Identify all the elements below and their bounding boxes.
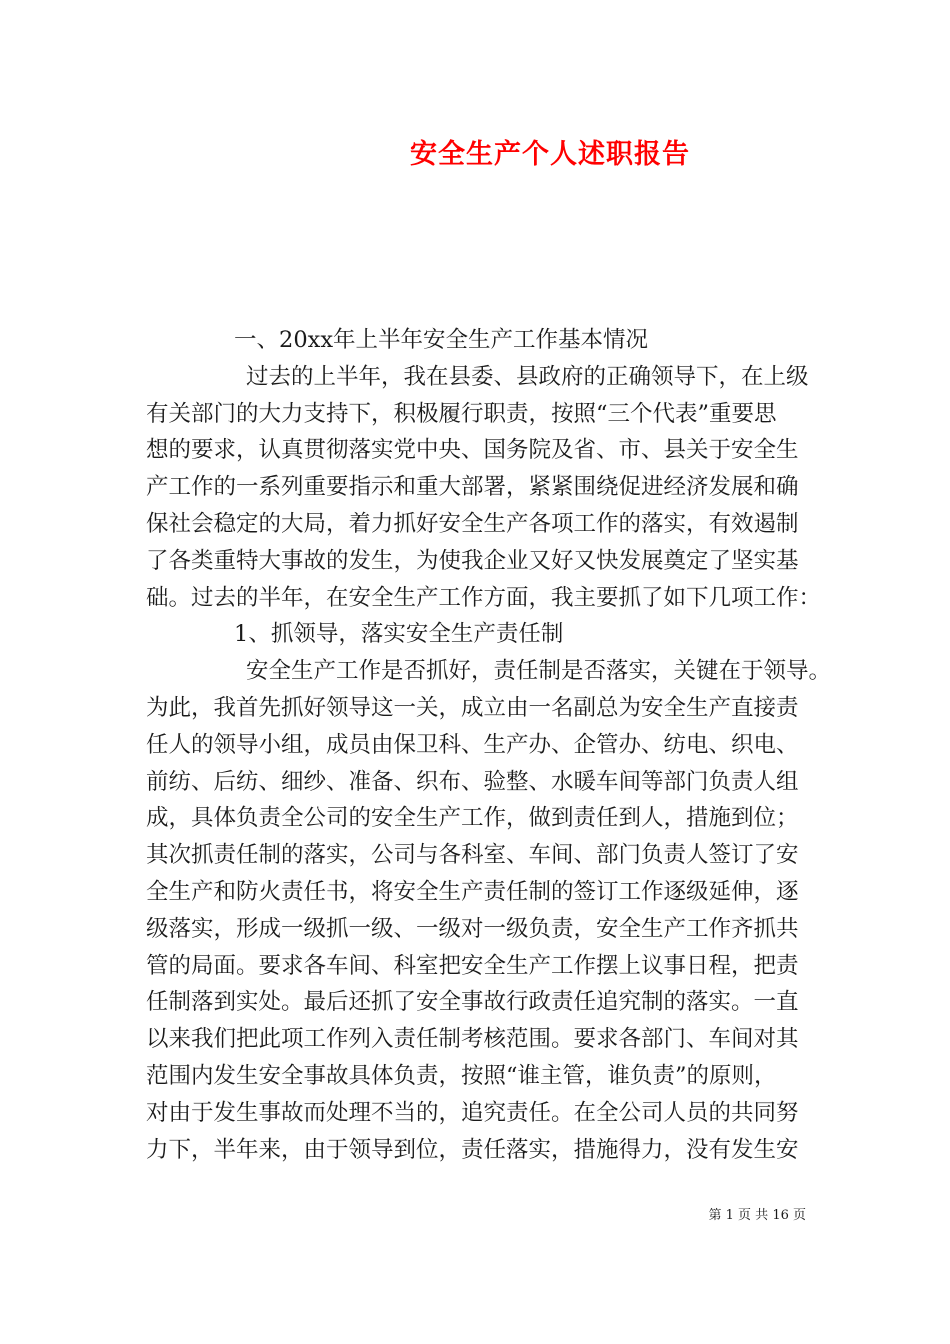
document-body <box>146 322 832 1168</box>
paragraph-line: 任制落到实处。最后还抓了安全事故行政责任追究制的落实。一直 <box>146 989 799 1016</box>
paragraph-line: 其次抓责任制的落实，公司与各科室、车间、部门负责人签订了安 <box>146 842 799 869</box>
section-heading: 一、20xx年上半年安全生产工作基本情况 <box>234 327 649 353</box>
paragraph-line: 管的局面。要求各车间、科室把安全生产工作摆上议事日程，把责 <box>146 952 799 979</box>
paragraph-line: 保社会稳定的大局，着力抓好安全生产各项工作的落实，有效遏制 <box>146 510 799 537</box>
paragraph-line: 产工作的一系列重要指示和重大部署，紧紧围绕促进经济发展和确 <box>146 474 799 501</box>
paragraph-line: 任人的领导小组，成员由保卫科、生产办、企管办、纺电、织电、 <box>146 731 799 758</box>
paragraph-line: 了各类重特大事故的发生，为使我企业又好又快发展奠定了坚实基 <box>146 547 799 574</box>
subsection-heading: 1、抓领导，落实安全生产责任制 <box>234 621 564 648</box>
paragraph-line: 以来我们把此项工作列入责任制考核范围。要求各部门、车间对其 <box>146 1026 799 1053</box>
paragraph-line: 础。过去的半年，在安全生产工作方面，我主要抓了如下几项工作： <box>146 584 822 611</box>
paragraph-line: 有关部门的大力支持下，积极履行职责，按照“三个代表”重要思 <box>146 400 777 427</box>
paragraph-line: 成，具体负责全公司的安全生产工作，做到责任到人，措施到位； <box>146 805 799 832</box>
page-number: 第 1 页 共 16 页 <box>708 1208 806 1223</box>
document-title: 安全生产个人述职报告 <box>410 139 690 170</box>
paragraph-line: 对由于发生事故而处理不当的，追究责任。在全公司人员的共同努 <box>146 1099 799 1126</box>
paragraph-line: 力下，半年来，由于领导到位，责任落实，措施得力，没有发生安 <box>146 1136 799 1163</box>
paragraph-line: 安全生产工作是否抓好，责任制是否落实，关键在于领导。 <box>246 658 832 685</box>
paragraph-line: 级落实，形成一级抓一级、一级对一级负责，安全生产工作齐抓共 <box>146 915 799 942</box>
paragraph-line: 全生产和防火责任书，将安全生产责任制的签订工作逐级延伸，逐 <box>146 878 799 905</box>
paragraph-line: 为此，我首先抓好领导这一关，成立由一名副总为安全生产直接责 <box>146 694 799 721</box>
paragraph-line: 范围内发生安全事故具体负责，按照“谁主管，谁负责”的原则， <box>146 1062 777 1089</box>
paragraph-line: 想的要求，认真贯彻落实党中央、国务院及省、市、县关于安全生 <box>146 437 799 464</box>
paragraph-line: 前纺、后纺、细纱、准备、织布、验整、水暖车间等部门负责人组 <box>146 768 799 795</box>
paragraph-line: 过去的上半年，我在县委、县政府的正确领导下，在上级 <box>246 363 809 390</box>
